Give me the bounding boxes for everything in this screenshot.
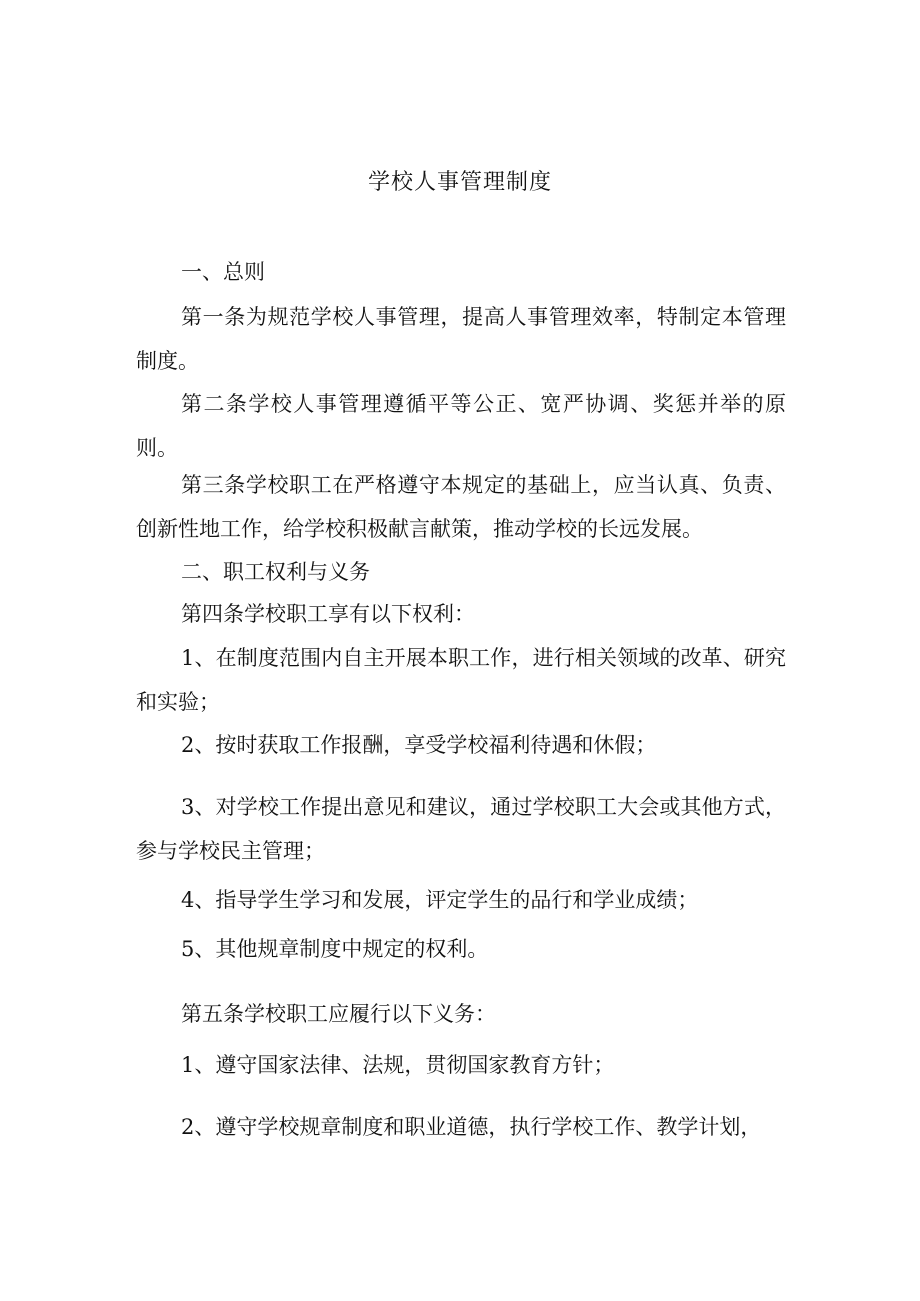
duty-item-1: 1、遵守国家法律、法规，贯彻国家教育方针； (181, 1053, 615, 1077)
article-5: 第五条学校职工应履行以下义务： (181, 1002, 496, 1026)
article-3: 第三条学校职工在严格遵守本规定的基础上，应当认真、负责、创新性地工作，给学校积极献言献策，推动学校的长远发展。 (136, 473, 786, 541)
article-1: 第一条为规范学校人事管理，提高人事管理效率，特制定本管理制度。 (136, 305, 786, 373)
right-item-1: 1、在制度范围内自主开展本职工作，进行相关领域的改革、研究和实验； (136, 646, 786, 714)
article-4: 第四条学校职工享有以下权利： (181, 602, 475, 626)
duty-item-2: 2、遵守学校规章制度和职业道德，执行学校工作、教学计划， (181, 1115, 762, 1139)
right-item-5: 5、其他规章制度中规定的权利。 (181, 937, 489, 961)
document-title: 学校人事管理制度 (367, 170, 552, 195)
section-heading-general: 一、总则 (181, 260, 265, 284)
right-item-2: 2、按时获取工作报酬，享受学校福利待遇和休假； (181, 733, 657, 757)
section-heading-rights-duties: 二、职工权利与义务 (181, 560, 370, 584)
right-item-4: 4、指导学生学习和发展，评定学生的品行和学业成绩； (181, 888, 699, 912)
article-2: 第二条学校人事管理遵循平等公正、宽严协调、奖惩并举的原则。 (136, 392, 786, 460)
right-item-3: 3、对学校工作提出意见和建议，通过学校职工大会或其他方式，参与学校民主管理； (136, 795, 786, 863)
